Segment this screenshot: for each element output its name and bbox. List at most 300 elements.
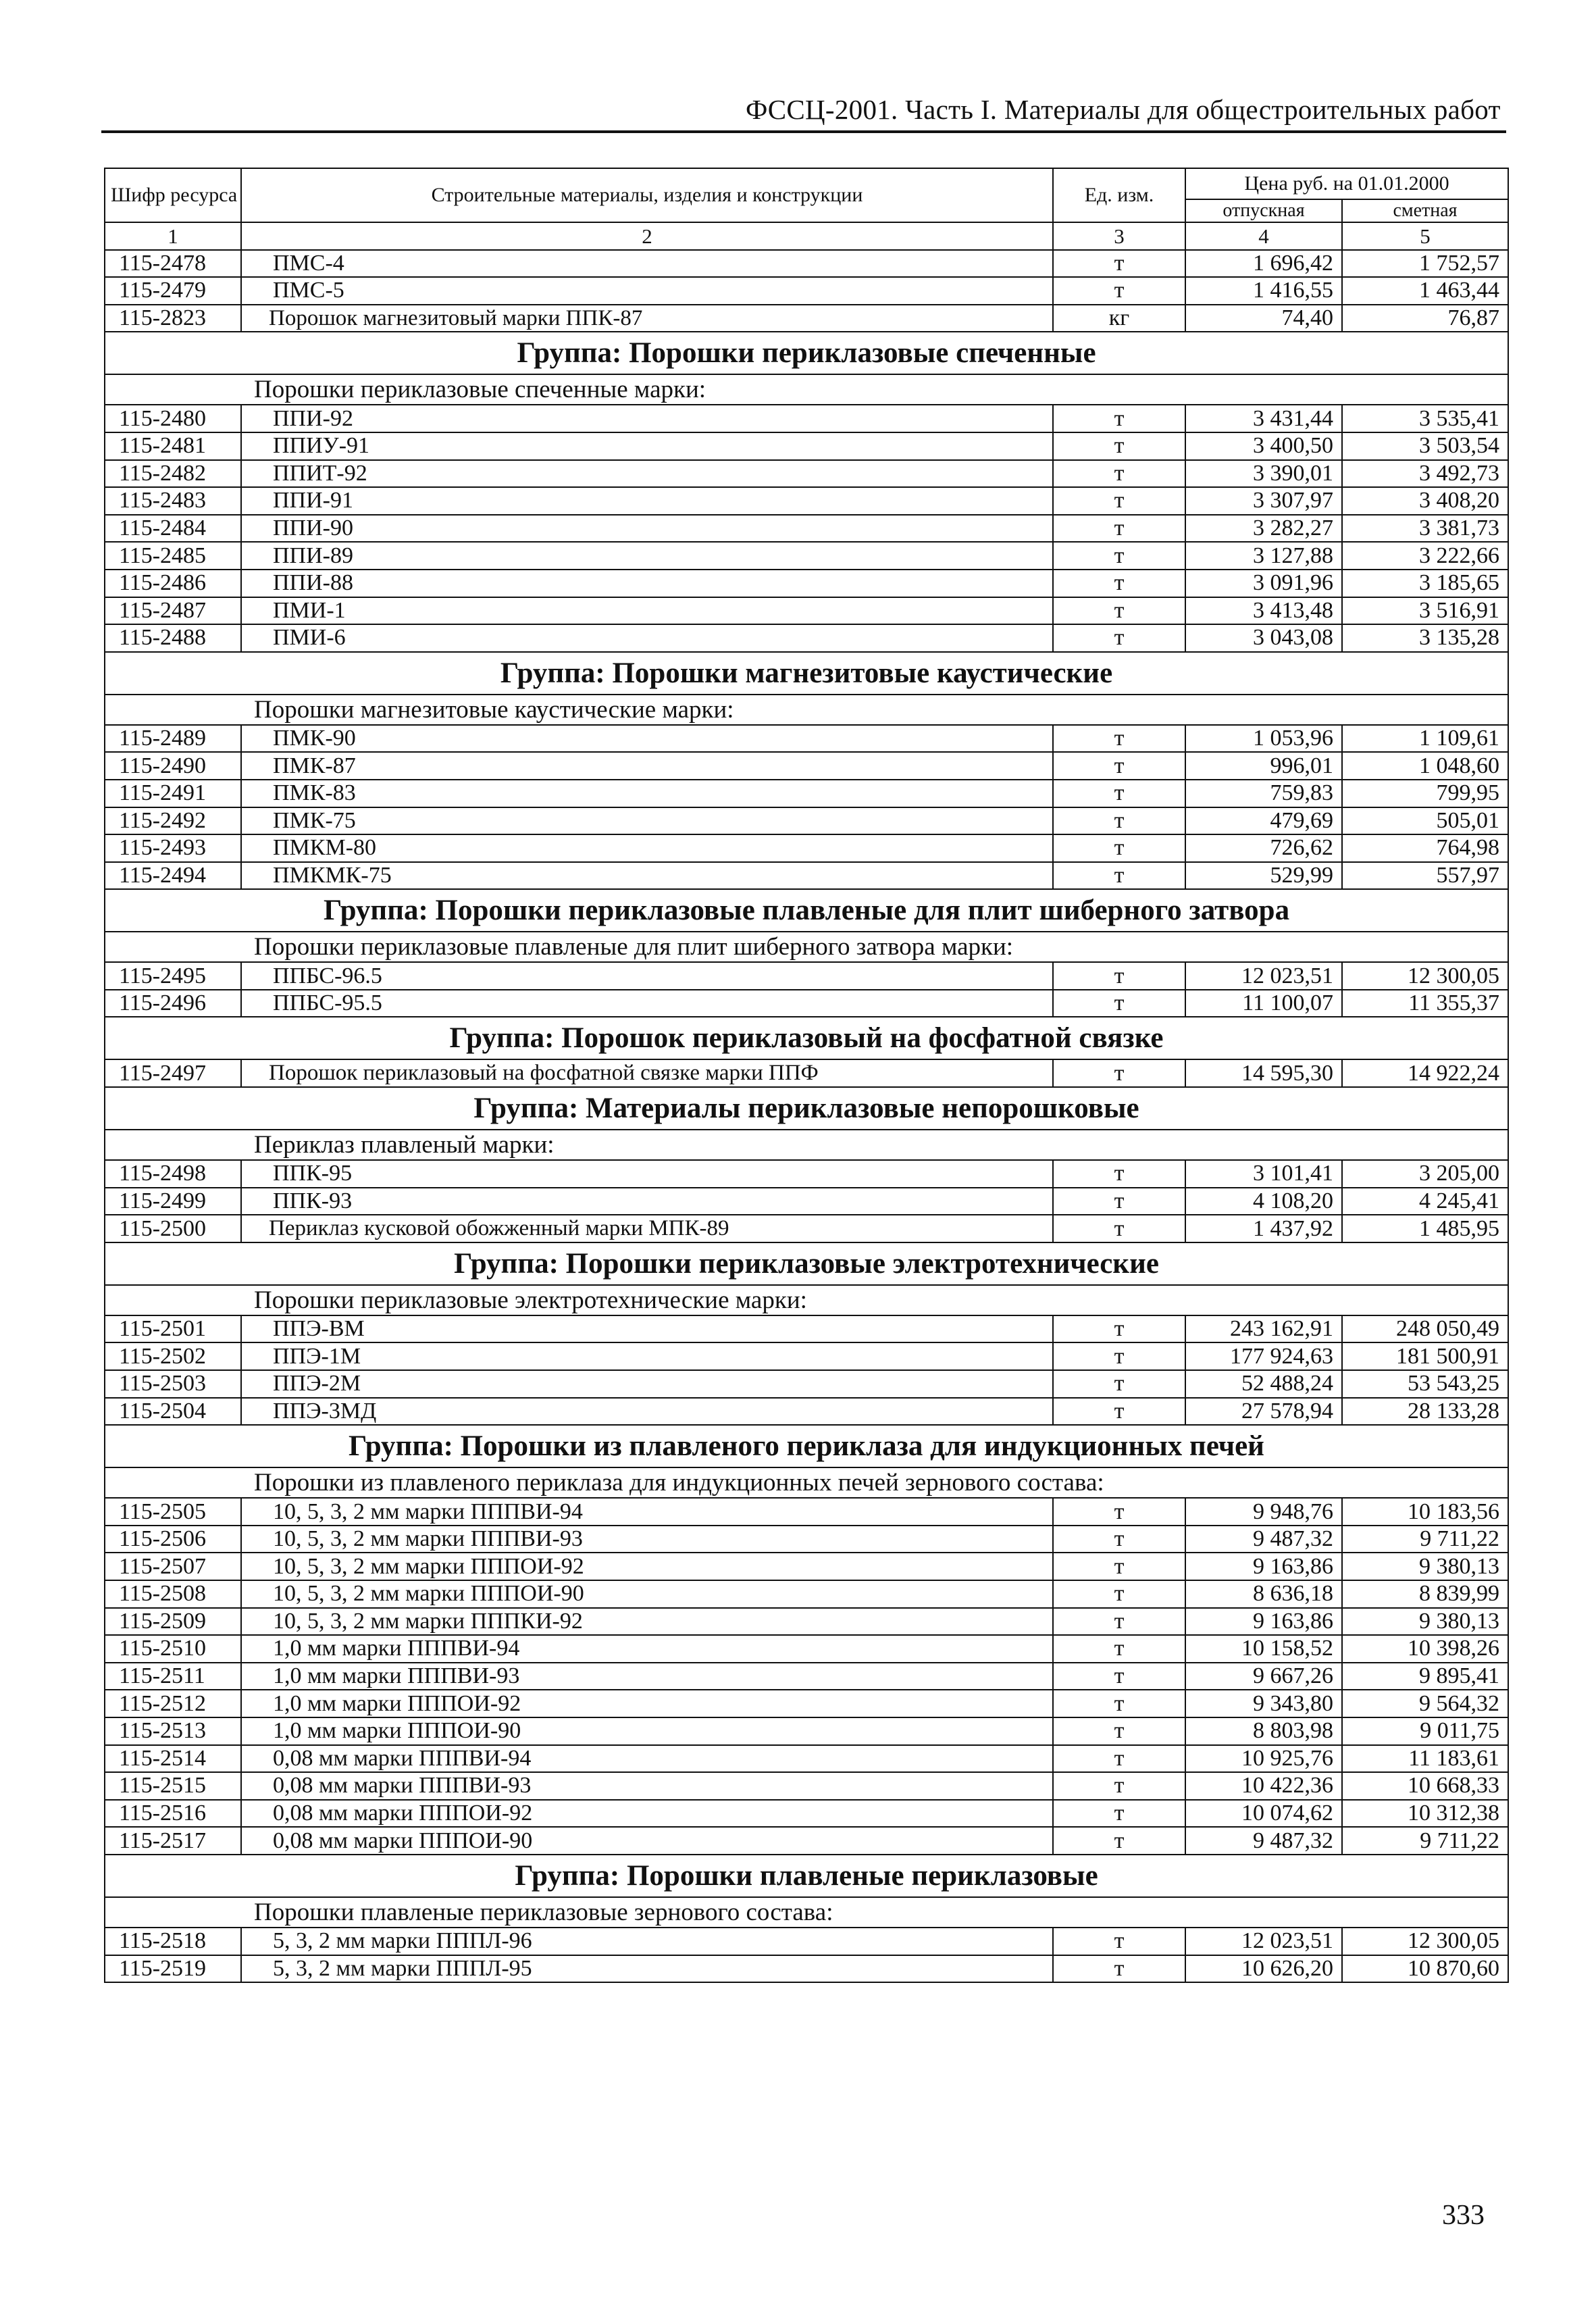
material-name-cell: 10, 5, 3, 2 мм марки ПППОИ-92 (241, 1553, 1053, 1580)
resource-code-cell: 115-2484 (105, 515, 241, 543)
release-price-cell: 12 023,51 (1185, 962, 1342, 990)
resource-code-cell: 115-2505 (105, 1498, 241, 1526)
unit-cell: т (1053, 624, 1185, 652)
unit-cell: т (1053, 1827, 1185, 1855)
unit-cell: т (1053, 990, 1185, 1017)
estimate-price-cell: 3 535,41 (1342, 405, 1508, 432)
material-name-cell: ППК-93 (241, 1188, 1053, 1215)
release-price-cell: 3 127,88 (1185, 542, 1342, 570)
release-price-cell: 10 626,20 (1185, 1955, 1342, 1983)
unit-cell: т (1053, 250, 1185, 278)
unit-cell: т (1053, 962, 1185, 990)
material-name-cell: Порошок периклазовый на фосфатной связке марки ППФ (241, 1059, 1053, 1087)
release-price-cell: 9 163,86 (1185, 1553, 1342, 1580)
resource-code-cell: 115-2485 (105, 542, 241, 570)
resource-code-cell: 115-2495 (105, 962, 241, 990)
table-row (105, 1160, 1508, 1188)
material-name-cell: ППИУ-91 (241, 432, 1053, 460)
header-price: Цена руб. на 01.01.2000 (1185, 168, 1508, 199)
subheading-row (105, 1897, 1508, 1928)
subheading-row (105, 932, 1508, 962)
estimate-price-cell: 10 398,26 (1342, 1635, 1508, 1663)
release-price-cell: 4 108,20 (1185, 1188, 1342, 1215)
estimate-price-cell: 9 564,32 (1342, 1690, 1508, 1717)
unit-cell: т (1053, 1370, 1185, 1398)
unit-cell: т (1053, 1635, 1185, 1663)
resource-code-cell: 115-2481 (105, 432, 241, 460)
column-number: 5 (1342, 222, 1508, 250)
resource-code-cell: 115-2500 (105, 1215, 241, 1242)
price-table (104, 168, 1509, 1983)
group-heading-row (105, 889, 1508, 932)
material-name-cell: ППБС-95.5 (241, 990, 1053, 1017)
release-price-cell: 759,83 (1185, 780, 1342, 807)
estimate-price-cell: 3 492,73 (1342, 460, 1508, 488)
release-price-cell: 8 636,18 (1185, 1580, 1342, 1608)
table-row (105, 1717, 1508, 1745)
estimate-price-cell: 12 300,05 (1342, 962, 1508, 990)
resource-code-cell: 115-2513 (105, 1717, 241, 1745)
release-price-cell: 1 696,42 (1185, 250, 1342, 278)
resource-code-cell: 115-2497 (105, 1059, 241, 1087)
release-price-cell: 10 925,76 (1185, 1745, 1342, 1773)
estimate-price-cell: 9 011,75 (1342, 1717, 1508, 1745)
material-name-cell: ППИ-92 (241, 405, 1053, 432)
column-number: 4 (1185, 222, 1342, 250)
group-heading: Группа: Материалы периклазовые непорошковые (105, 1087, 1508, 1130)
column-number: 2 (241, 222, 1053, 250)
estimate-price-cell: 3 222,66 (1342, 542, 1508, 570)
table-row (105, 1315, 1508, 1343)
release-price-cell: 1 053,96 (1185, 725, 1342, 753)
table-row (105, 834, 1508, 862)
resource-code-cell: 115-2490 (105, 752, 241, 780)
material-name-cell: ПМК-87 (241, 752, 1053, 780)
estimate-price-cell: 799,95 (1342, 780, 1508, 807)
estimate-price-cell: 1 485,95 (1342, 1215, 1508, 1242)
material-name-cell: ППЭ-3МД (241, 1398, 1053, 1426)
estimate-price-cell: 8 839,99 (1342, 1580, 1508, 1608)
subheading-row (105, 695, 1508, 725)
header-estimate: сметная (1342, 199, 1508, 222)
resource-code-cell: 115-2482 (105, 460, 241, 488)
unit-cell: т (1053, 1315, 1185, 1343)
unit-cell: т (1053, 432, 1185, 460)
resource-code-cell: 115-2486 (105, 570, 241, 597)
table-row (105, 1059, 1508, 1087)
estimate-price-cell: 3 516,91 (1342, 597, 1508, 625)
table-row (105, 624, 1508, 652)
material-name-cell: ППБС-96.5 (241, 962, 1053, 990)
estimate-price-cell: 10 668,33 (1342, 1772, 1508, 1800)
material-name-cell: 0,08 мм марки ПППВИ-94 (241, 1745, 1053, 1773)
table-row (105, 1498, 1508, 1526)
release-price-cell: 3 413,48 (1185, 597, 1342, 625)
subheading: Порошки плавленые периклазовые зернового состава: (105, 1897, 1508, 1928)
estimate-price-cell: 4 245,41 (1342, 1188, 1508, 1215)
unit-cell: т (1053, 1800, 1185, 1828)
material-name-cell: ПМК-83 (241, 780, 1053, 807)
estimate-price-cell: 76,87 (1342, 305, 1508, 332)
estimate-price-cell: 505,01 (1342, 807, 1508, 835)
resource-code-cell: 115-2480 (105, 405, 241, 432)
unit-cell: т (1053, 752, 1185, 780)
unit-cell: т (1053, 1690, 1185, 1717)
release-price-cell: 996,01 (1185, 752, 1342, 780)
table-row (105, 405, 1508, 432)
table-row (105, 250, 1508, 278)
table-row (105, 570, 1508, 597)
material-name-cell: ППИ-88 (241, 570, 1053, 597)
subheading-row (105, 374, 1508, 405)
estimate-price-cell: 14 922,24 (1342, 1059, 1508, 1087)
estimate-price-cell: 11 355,37 (1342, 990, 1508, 1017)
group-heading: Группа: Порошки магнезитовые каустические (105, 652, 1508, 695)
group-heading-row (105, 1017, 1508, 1059)
material-name-cell: ППИТ-92 (241, 460, 1053, 488)
material-name-cell: 10, 5, 3, 2 мм марки ПППКИ-92 (241, 1608, 1053, 1636)
material-name-cell: 10, 5, 3, 2 мм марки ПППВИ-93 (241, 1526, 1053, 1553)
resource-code-cell: 115-2506 (105, 1526, 241, 1553)
page-number: 333 (1442, 2200, 1485, 2231)
release-price-cell: 12 023,51 (1185, 1928, 1342, 1955)
table-row (105, 542, 1508, 570)
release-price-cell: 529,99 (1185, 862, 1342, 890)
group-heading-row (105, 652, 1508, 695)
table-row (105, 1398, 1508, 1426)
table-row (105, 1745, 1508, 1773)
unit-cell: т (1053, 1663, 1185, 1690)
unit-cell: т (1053, 1526, 1185, 1553)
release-price-cell: 9 487,32 (1185, 1827, 1342, 1855)
release-price-cell: 9 948,76 (1185, 1498, 1342, 1526)
header-rule (101, 130, 1506, 133)
resource-code-cell: 115-2517 (105, 1827, 241, 1855)
resource-code-cell: 115-2518 (105, 1928, 241, 1955)
unit-cell: т (1053, 597, 1185, 625)
material-name-cell: 0,08 мм марки ПППОИ-92 (241, 1800, 1053, 1828)
resource-code-cell: 115-2493 (105, 834, 241, 862)
material-name-cell: ПМК-75 (241, 807, 1053, 835)
unit-cell: т (1053, 487, 1185, 515)
resource-code-cell: 115-2510 (105, 1635, 241, 1663)
subheading: Порошки периклазовые электротехнические марки: (105, 1285, 1508, 1315)
resource-code-cell: 115-2504 (105, 1398, 241, 1426)
estimate-price-cell: 1 463,44 (1342, 277, 1508, 305)
column-number: 1 (105, 222, 241, 250)
release-price-cell: 177 924,63 (1185, 1342, 1342, 1370)
material-name-cell: ППЭ-ВМ (241, 1315, 1053, 1343)
resource-code-cell: 115-2508 (105, 1580, 241, 1608)
estimate-price-cell: 10 870,60 (1342, 1955, 1508, 1983)
estimate-price-cell: 557,97 (1342, 862, 1508, 890)
table-row (105, 862, 1508, 890)
resource-code-cell: 115-2515 (105, 1772, 241, 1800)
table-row (105, 807, 1508, 835)
resource-code-cell: 115-2489 (105, 725, 241, 753)
header-code: Шифр ресурса (105, 168, 241, 222)
group-heading: Группа: Порошки периклазовые электротехнические (105, 1242, 1508, 1285)
material-name-cell: ПМКМК-75 (241, 862, 1053, 890)
material-name-cell: ППК-95 (241, 1160, 1053, 1188)
table-row (105, 1215, 1508, 1242)
unit-cell: т (1053, 277, 1185, 305)
table-row (105, 1526, 1508, 1553)
unit-cell: т (1053, 515, 1185, 543)
resource-code-cell: 115-2491 (105, 780, 241, 807)
material-name-cell: 1,0 мм марки ПППОИ-92 (241, 1690, 1053, 1717)
unit-cell: кг (1053, 305, 1185, 332)
estimate-price-cell: 3 381,73 (1342, 515, 1508, 543)
resource-code-cell: 115-2519 (105, 1955, 241, 1983)
resource-code-cell: 115-2516 (105, 1800, 241, 1828)
release-price-cell: 3 307,97 (1185, 487, 1342, 515)
column-number: 3 (1053, 222, 1185, 250)
unit-cell: т (1053, 1215, 1185, 1242)
resource-code-cell: 115-2496 (105, 990, 241, 1017)
release-price-cell: 3 400,50 (1185, 432, 1342, 460)
release-price-cell: 3 390,01 (1185, 460, 1342, 488)
material-name-cell: ППЭ-2М (241, 1370, 1053, 1398)
table-row (105, 1608, 1508, 1636)
material-name-cell: ПМИ-6 (241, 624, 1053, 652)
estimate-price-cell: 10 183,56 (1342, 1498, 1508, 1526)
group-heading-row (105, 1425, 1508, 1467)
resource-code-cell: 115-2487 (105, 597, 241, 625)
estimate-price-cell: 10 312,38 (1342, 1800, 1508, 1828)
estimate-price-cell: 1 752,57 (1342, 250, 1508, 278)
unit-cell: т (1053, 1188, 1185, 1215)
material-name-cell: ППИ-89 (241, 542, 1053, 570)
table-row (105, 990, 1508, 1017)
table-row (105, 487, 1508, 515)
estimate-price-cell: 9 895,41 (1342, 1663, 1508, 1690)
subheading: Порошки магнезитовые каустические марки: (105, 695, 1508, 725)
release-price-cell: 726,62 (1185, 834, 1342, 862)
subheading: Порошки из плавленого периклаза для индукционных печей зернового состава: (105, 1467, 1508, 1498)
table-row (105, 432, 1508, 460)
estimate-price-cell: 3 205,00 (1342, 1160, 1508, 1188)
subheading: Периклаз плавленый марки: (105, 1130, 1508, 1160)
estimate-price-cell: 9 380,13 (1342, 1553, 1508, 1580)
resource-code-cell: 115-2488 (105, 624, 241, 652)
unit-cell: т (1053, 460, 1185, 488)
table-row (105, 515, 1508, 543)
resource-code-cell: 115-2509 (105, 1608, 241, 1636)
material-name-cell: ППЭ-1М (241, 1342, 1053, 1370)
resource-code-cell: 115-2502 (105, 1342, 241, 1370)
release-price-cell: 9 487,32 (1185, 1526, 1342, 1553)
table-row (105, 1663, 1508, 1690)
resource-code-cell: 115-2503 (105, 1370, 241, 1398)
table-row (105, 1370, 1508, 1398)
material-name-cell: ППИ-91 (241, 487, 1053, 515)
estimate-price-cell: 1 109,61 (1342, 725, 1508, 753)
table-row (105, 305, 1508, 332)
estimate-price-cell: 9 380,13 (1342, 1608, 1508, 1636)
release-price-cell: 3 091,96 (1185, 570, 1342, 597)
table-row (105, 962, 1508, 990)
unit-cell: т (1053, 862, 1185, 890)
subheading-row (105, 1467, 1508, 1498)
unit-cell: т (1053, 1580, 1185, 1608)
table-row (105, 725, 1508, 753)
estimate-price-cell: 9 711,22 (1342, 1827, 1508, 1855)
table-row (105, 752, 1508, 780)
group-heading: Группа: Порошки плавленые периклазовые (105, 1855, 1508, 1897)
unit-cell: т (1053, 542, 1185, 570)
header-release: отпускная (1185, 199, 1342, 222)
material-name-cell: 1,0 мм марки ПППВИ-93 (241, 1663, 1053, 1690)
unit-cell: т (1053, 807, 1185, 835)
resource-code-cell: 115-2507 (105, 1553, 241, 1580)
material-name-cell: 5, 3, 2 мм марки ПППЛ-95 (241, 1955, 1053, 1983)
table-row (105, 780, 1508, 807)
release-price-cell: 9 163,86 (1185, 1608, 1342, 1636)
release-price-cell: 9 343,80 (1185, 1690, 1342, 1717)
unit-cell: т (1053, 1342, 1185, 1370)
resource-code-cell: 115-2478 (105, 250, 241, 278)
page-header-title: ФССЦ-2001. Часть I. Материалы для общестроительных работ (746, 94, 1501, 125)
material-name-cell: ПМС-4 (241, 250, 1053, 278)
estimate-price-cell: 3 503,54 (1342, 432, 1508, 460)
table-row (105, 277, 1508, 305)
resource-code-cell: 115-2494 (105, 862, 241, 890)
unit-cell: т (1053, 1160, 1185, 1188)
group-heading-row (105, 1242, 1508, 1285)
material-name-cell: 0,08 мм марки ПППОИ-90 (241, 1827, 1053, 1855)
material-name-cell: 1,0 мм марки ПППОИ-90 (241, 1717, 1053, 1745)
release-price-cell: 74,40 (1185, 305, 1342, 332)
release-price-cell: 14 595,30 (1185, 1059, 1342, 1087)
unit-cell: т (1053, 1398, 1185, 1426)
estimate-price-cell: 9 711,22 (1342, 1526, 1508, 1553)
release-price-cell: 3 101,41 (1185, 1160, 1342, 1188)
header-name: Строительные материалы, изделия и конструкции (241, 168, 1053, 222)
estimate-price-cell: 12 300,05 (1342, 1928, 1508, 1955)
table-row (105, 1955, 1508, 1983)
release-price-cell: 243 162,91 (1185, 1315, 1342, 1343)
header-unit: Ед. изм. (1053, 168, 1185, 222)
release-price-cell: 1 437,92 (1185, 1215, 1342, 1242)
estimate-price-cell: 248 050,49 (1342, 1315, 1508, 1343)
material-name-cell: 0,08 мм марки ПППВИ-93 (241, 1772, 1053, 1800)
subheading-row (105, 1130, 1508, 1160)
release-price-cell: 3 043,08 (1185, 624, 1342, 652)
estimate-price-cell: 3 408,20 (1342, 487, 1508, 515)
table-row (105, 1188, 1508, 1215)
unit-cell: т (1053, 405, 1185, 432)
resource-code-cell: 115-2823 (105, 305, 241, 332)
estimate-price-cell: 11 183,61 (1342, 1745, 1508, 1773)
resource-code-cell: 115-2499 (105, 1188, 241, 1215)
release-price-cell: 479,69 (1185, 807, 1342, 835)
resource-code-cell: 115-2514 (105, 1745, 241, 1773)
material-name-cell: Порошок магнезитовый марки ППК-87 (241, 305, 1053, 332)
unit-cell: т (1053, 1553, 1185, 1580)
unit-cell: т (1053, 570, 1185, 597)
unit-cell: т (1053, 1928, 1185, 1955)
column-number-row (105, 222, 1508, 250)
unit-cell: т (1053, 1059, 1185, 1087)
group-heading: Группа: Порошок периклазовый на фосфатной связке (105, 1017, 1508, 1059)
resource-code-cell: 115-2483 (105, 487, 241, 515)
unit-cell: т (1053, 780, 1185, 807)
table-row (105, 1553, 1508, 1580)
subheading-row (105, 1285, 1508, 1315)
release-price-cell: 52 488,24 (1185, 1370, 1342, 1398)
resource-code-cell: 115-2498 (105, 1160, 241, 1188)
table-row (105, 1800, 1508, 1828)
resource-code-cell: 115-2479 (105, 277, 241, 305)
material-name-cell: 10, 5, 3, 2 мм марки ПППВИ-94 (241, 1498, 1053, 1526)
unit-cell: т (1053, 1608, 1185, 1636)
table-row (105, 1772, 1508, 1800)
unit-cell: т (1053, 1955, 1185, 1983)
release-price-cell: 11 100,07 (1185, 990, 1342, 1017)
resource-code-cell: 115-2492 (105, 807, 241, 835)
material-name-cell: Периклаз кусковой обожженный марки МПК-89 (241, 1215, 1053, 1242)
table-row (105, 1928, 1508, 1955)
release-price-cell: 8 803,98 (1185, 1717, 1342, 1745)
unit-cell: т (1053, 1498, 1185, 1526)
estimate-price-cell: 3 185,65 (1342, 570, 1508, 597)
material-name-cell: 10, 5, 3, 2 мм марки ПППОИ-90 (241, 1580, 1053, 1608)
resource-code-cell: 115-2511 (105, 1663, 241, 1690)
table-row (105, 1690, 1508, 1717)
release-price-cell: 9 667,26 (1185, 1663, 1342, 1690)
material-name-cell: ПМК-90 (241, 725, 1053, 753)
material-name-cell: ППИ-90 (241, 515, 1053, 543)
unit-cell: т (1053, 1745, 1185, 1773)
unit-cell: т (1053, 1772, 1185, 1800)
material-name-cell: ПМКМ-80 (241, 834, 1053, 862)
material-name-cell: ПМС-5 (241, 277, 1053, 305)
subheading: Порошки периклазовые плавленые для плит шиберного затвора марки: (105, 932, 1508, 962)
unit-cell: т (1053, 725, 1185, 753)
estimate-price-cell: 3 135,28 (1342, 624, 1508, 652)
resource-code-cell: 115-2512 (105, 1690, 241, 1717)
group-heading-row (105, 332, 1508, 374)
subheading: Порошки периклазовые спеченные марки: (105, 374, 1508, 405)
table-row (105, 1635, 1508, 1663)
estimate-price-cell: 28 133,28 (1342, 1398, 1508, 1426)
table-row (105, 1342, 1508, 1370)
estimate-price-cell: 1 048,60 (1342, 752, 1508, 780)
unit-cell: т (1053, 1717, 1185, 1745)
release-price-cell: 3 431,44 (1185, 405, 1342, 432)
estimate-price-cell: 181 500,91 (1342, 1342, 1508, 1370)
material-name-cell: 1,0 мм марки ПППВИ-94 (241, 1635, 1053, 1663)
resource-code-cell: 115-2501 (105, 1315, 241, 1343)
estimate-price-cell: 53 543,25 (1342, 1370, 1508, 1398)
release-price-cell: 10 158,52 (1185, 1635, 1342, 1663)
table-row (105, 1580, 1508, 1608)
group-heading: Группа: Порошки из плавленого периклаза для индукционных печей (105, 1425, 1508, 1467)
material-name-cell: 5, 3, 2 мм марки ПППЛ-96 (241, 1928, 1053, 1955)
release-price-cell: 27 578,94 (1185, 1398, 1342, 1426)
group-heading: Группа: Порошки периклазовые плавленые для плит шиберного затвора (105, 889, 1508, 932)
table-row (105, 1827, 1508, 1855)
release-price-cell: 3 282,27 (1185, 515, 1342, 543)
release-price-cell: 10 422,36 (1185, 1772, 1342, 1800)
release-price-cell: 10 074,62 (1185, 1800, 1342, 1828)
group-heading-row (105, 1855, 1508, 1897)
group-heading: Группа: Порошки периклазовые спеченные (105, 332, 1508, 374)
estimate-price-cell: 764,98 (1342, 834, 1508, 862)
table-row (105, 597, 1508, 625)
group-heading-row (105, 1087, 1508, 1130)
